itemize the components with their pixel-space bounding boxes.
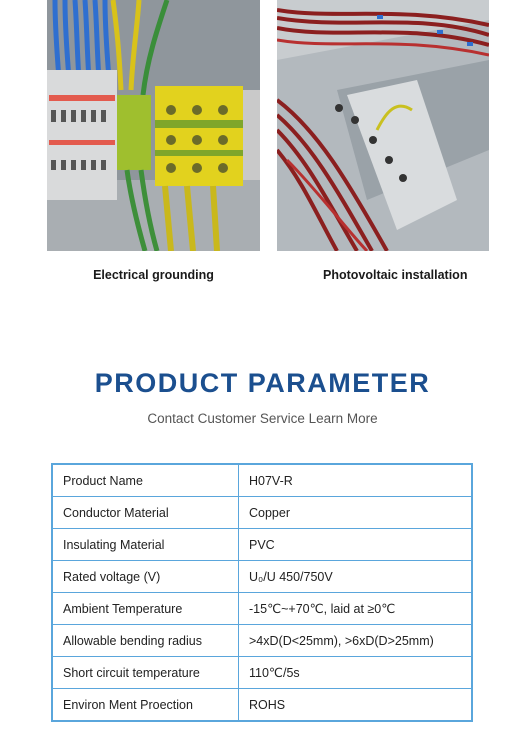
param-value: H07V-R (239, 464, 473, 497)
table-row (52, 593, 472, 625)
gallery-caption: Photovoltaic installation (323, 268, 468, 282)
photovoltaic-installation-photo (277, 0, 489, 251)
contact-link[interactable]: Contact Customer Service Learn More (147, 411, 378, 426)
table-row (52, 529, 472, 561)
param-label: Allowable bending radius (52, 625, 239, 657)
param-value: -15℃~+70℃, laid at ≥0℃ (239, 593, 473, 625)
param-value: PVC (239, 529, 473, 561)
param-label: Ambient Temperature (52, 593, 239, 625)
param-label: Insulating Material (52, 529, 239, 561)
table-row (52, 657, 472, 689)
product-parameter-table (51, 463, 473, 722)
param-label: Conductor Material (52, 497, 239, 529)
table-row (52, 625, 472, 657)
table-row (52, 497, 472, 529)
param-label: Short circuit temperature (52, 657, 239, 689)
table-row (52, 689, 472, 722)
param-value: U₀/U 450/750V (239, 561, 473, 593)
param-label: Environ Ment Proection (52, 689, 239, 722)
electrical-grounding-photo (47, 0, 260, 251)
param-value: Copper (239, 497, 473, 529)
param-label: Rated voltage (V) (52, 561, 239, 593)
param-value: ROHS (239, 689, 473, 722)
param-value: 110℃/5s (239, 657, 473, 689)
gallery-caption: Electrical grounding (93, 268, 214, 282)
param-value: >4xD(D<25mm), >6xD(D>25mm) (239, 625, 473, 657)
table-row (52, 464, 472, 497)
section-title: PRODUCT PARAMETER (94, 368, 431, 398)
table-row (52, 561, 472, 593)
param-label: Product Name (52, 464, 239, 497)
